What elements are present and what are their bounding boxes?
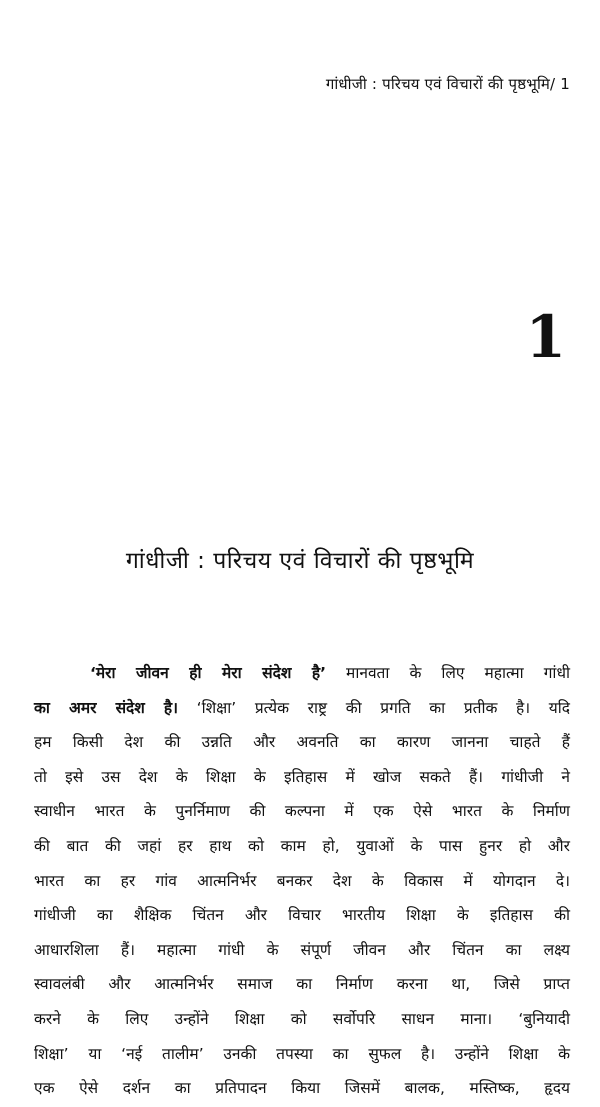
paragraph-line [34, 691, 570, 726]
body-paragraph [34, 656, 570, 1106]
emphasis-text: का अमर संदेश है। [34, 698, 179, 717]
text-run: ‘शिक्षा’ प्रत्येक राष्ट्र की प्रगति का प्रतीक है। यदि [178, 698, 570, 717]
running-header: गांधीजी : परिचय एवं विचारों की पृष्ठभूमि/ 1 [325, 75, 570, 93]
quote-text: ‘मेरा जीवन ही मेरा संदेश है’ [90, 664, 327, 682]
paragraph-line: स्वावलंबी और आत्मनिर्भर समाज का निर्माण करना था, जिसे प्राप्त [34, 975, 570, 994]
paragraph-line: शिक्षा’ या ‘नई तालीम’ उनकी तपस्या का सुफल है। उन्होंने शिक्षा के [34, 1044, 570, 1063]
paragraph-line: हम किसी देश की उन्नति और अवनति का कारण जानना चाहते हैं [34, 733, 570, 752]
paragraph-line: की बात की जहां हर हाथ को काम हो, युवाओं के पास हुनर हो और [34, 836, 570, 855]
paragraph-line: तो इसे उस देश के शिक्षा के इतिहास में खोज सकते हैं। गांधीजी ने [34, 767, 570, 786]
paragraph-line: एक ऐसे दर्शन का प्रतिपादन किया जिसमें बालक, मस्तिष्क, हृदय [34, 1079, 570, 1098]
chapter-number: 1 [525, 303, 566, 371]
chapter-title: गांधीजी : परिचय एवं विचारों की पृष्ठभूमि [125, 548, 475, 574]
paragraph-line: करने के लिए उन्होंने शिक्षा को सर्वोपरि साधन माना। ‘बुनियादी [34, 1009, 570, 1028]
paragraph-line: भारत का हर गांव आत्मनिर्भर बनकर देश के विकास में योगदान दे। [34, 871, 570, 890]
paragraph-line [34, 656, 570, 691]
paragraph-line: गांधीजी का शैक्षिक चिंतन और विचार भारतीय शिक्षा के इतिहास की [34, 906, 570, 925]
paragraph-line: आधारशिला हैं। महात्मा गांधी के संपूर्ण जीवन और चिंतन का लक्ष्य [34, 940, 570, 959]
paragraph-line: स्वाधीन भारत के पुनर्निमाण की कल्पना में एक ऐसे भारत के निर्माण [34, 802, 570, 821]
text-run: मानवता के लिए महात्मा गांधी [326, 664, 570, 682]
